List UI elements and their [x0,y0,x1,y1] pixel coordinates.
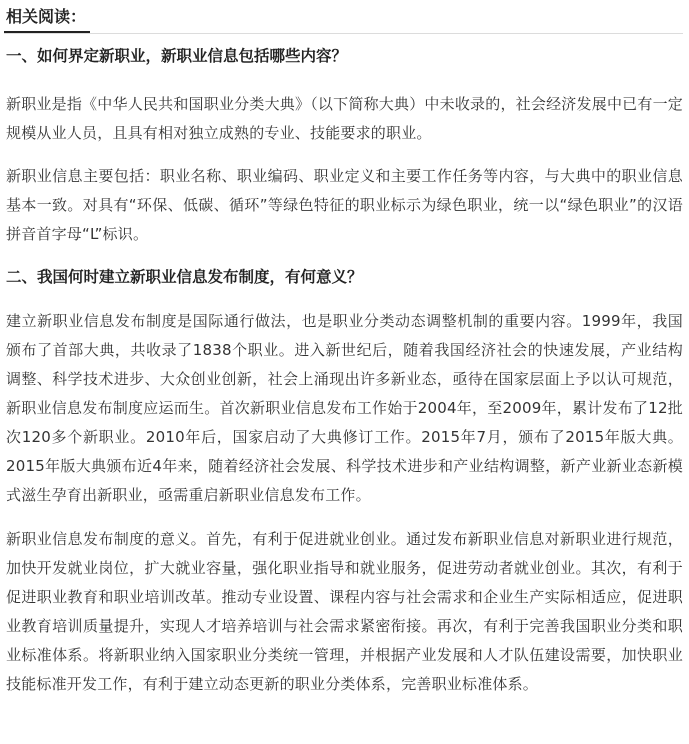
question-1-heading: 一、如何界定新职业，新职业信息包括哪些内容？ [6,47,348,65]
question-1-paragraph-1: 新职业是指《中华人民共和国职业分类大典》（以下简称大典）中未收录的，社会经济发展中已有一定规模从业人员，且具有相对独立成熟的专业、技能要求的职业。 [6,95,683,142]
question-1-paragraph-2: 新职业信息主要包括：职业名称、职业编码、职业定义和主要工作任务等内容，与大典中的职业信息基本一致。对具有“环保、低碳、循环”等绿色特征的职业标示为绿色职业，统一以“绿色职业”的汉语拼音首字母“L”标识。 [6,167,683,243]
question-2-heading: 二、我国何时建立新职业信息发布制度，有何意义？ [6,268,363,286]
question-2-paragraph-2: 新职业信息发布制度的意义。首先，有利于促进就业创业。通过发布新职业信息对新职业进行规范，加快开发就业岗位，扩大就业容量，强化职业指导和就业服务，促进劳动者就业创业。其次，有利于促进职业教育和职业培训改革。推动专业设置、课程内容与社会需求和企业生产实际相适应，促进职业教育培训质量提升，实现人才培养培训与社会需求紧密衔接。再次，有利于完善我国职业分类和职业标准体系。将新职业纳入国家职业分类统一管理，并根据产业发展和人才队伍建设需要，加快职业技能标准开发工作，有利于建立动态更新的职业分类体系，完善职业标准体系。 [6,530,683,693]
section-header [4,0,683,34]
section-header-label: 相关阅读： [4,7,90,33]
question-2-paragraph-1: 建立新职业信息发布制度是国际通行做法，也是职业分类动态调整机制的重要内容。1999年，我国颁布了首部大典，共收录了1838个职业。进入新世纪后，随着我国经济社会的快速发展，产业结构调整、科学技术进步、大众创业创新，社会上涌现出许多新业态，亟待在国家层面上予以认可规范，新职业信息发布制度应运而生。首次新职业信息发布工作始于2004年，至2009年，累计发布了12批次120多个新职业。2010年后，国家启动了大典修订工作。2015年7月，颁布了2015年版大典。2015年版大典颁布近4年来，随着经济社会发展、科学技术进步和产业结构调整，新产业新业态新模式滋生孕育出新职业，亟需重启新职业信息发布工作。 [6,312,683,504]
